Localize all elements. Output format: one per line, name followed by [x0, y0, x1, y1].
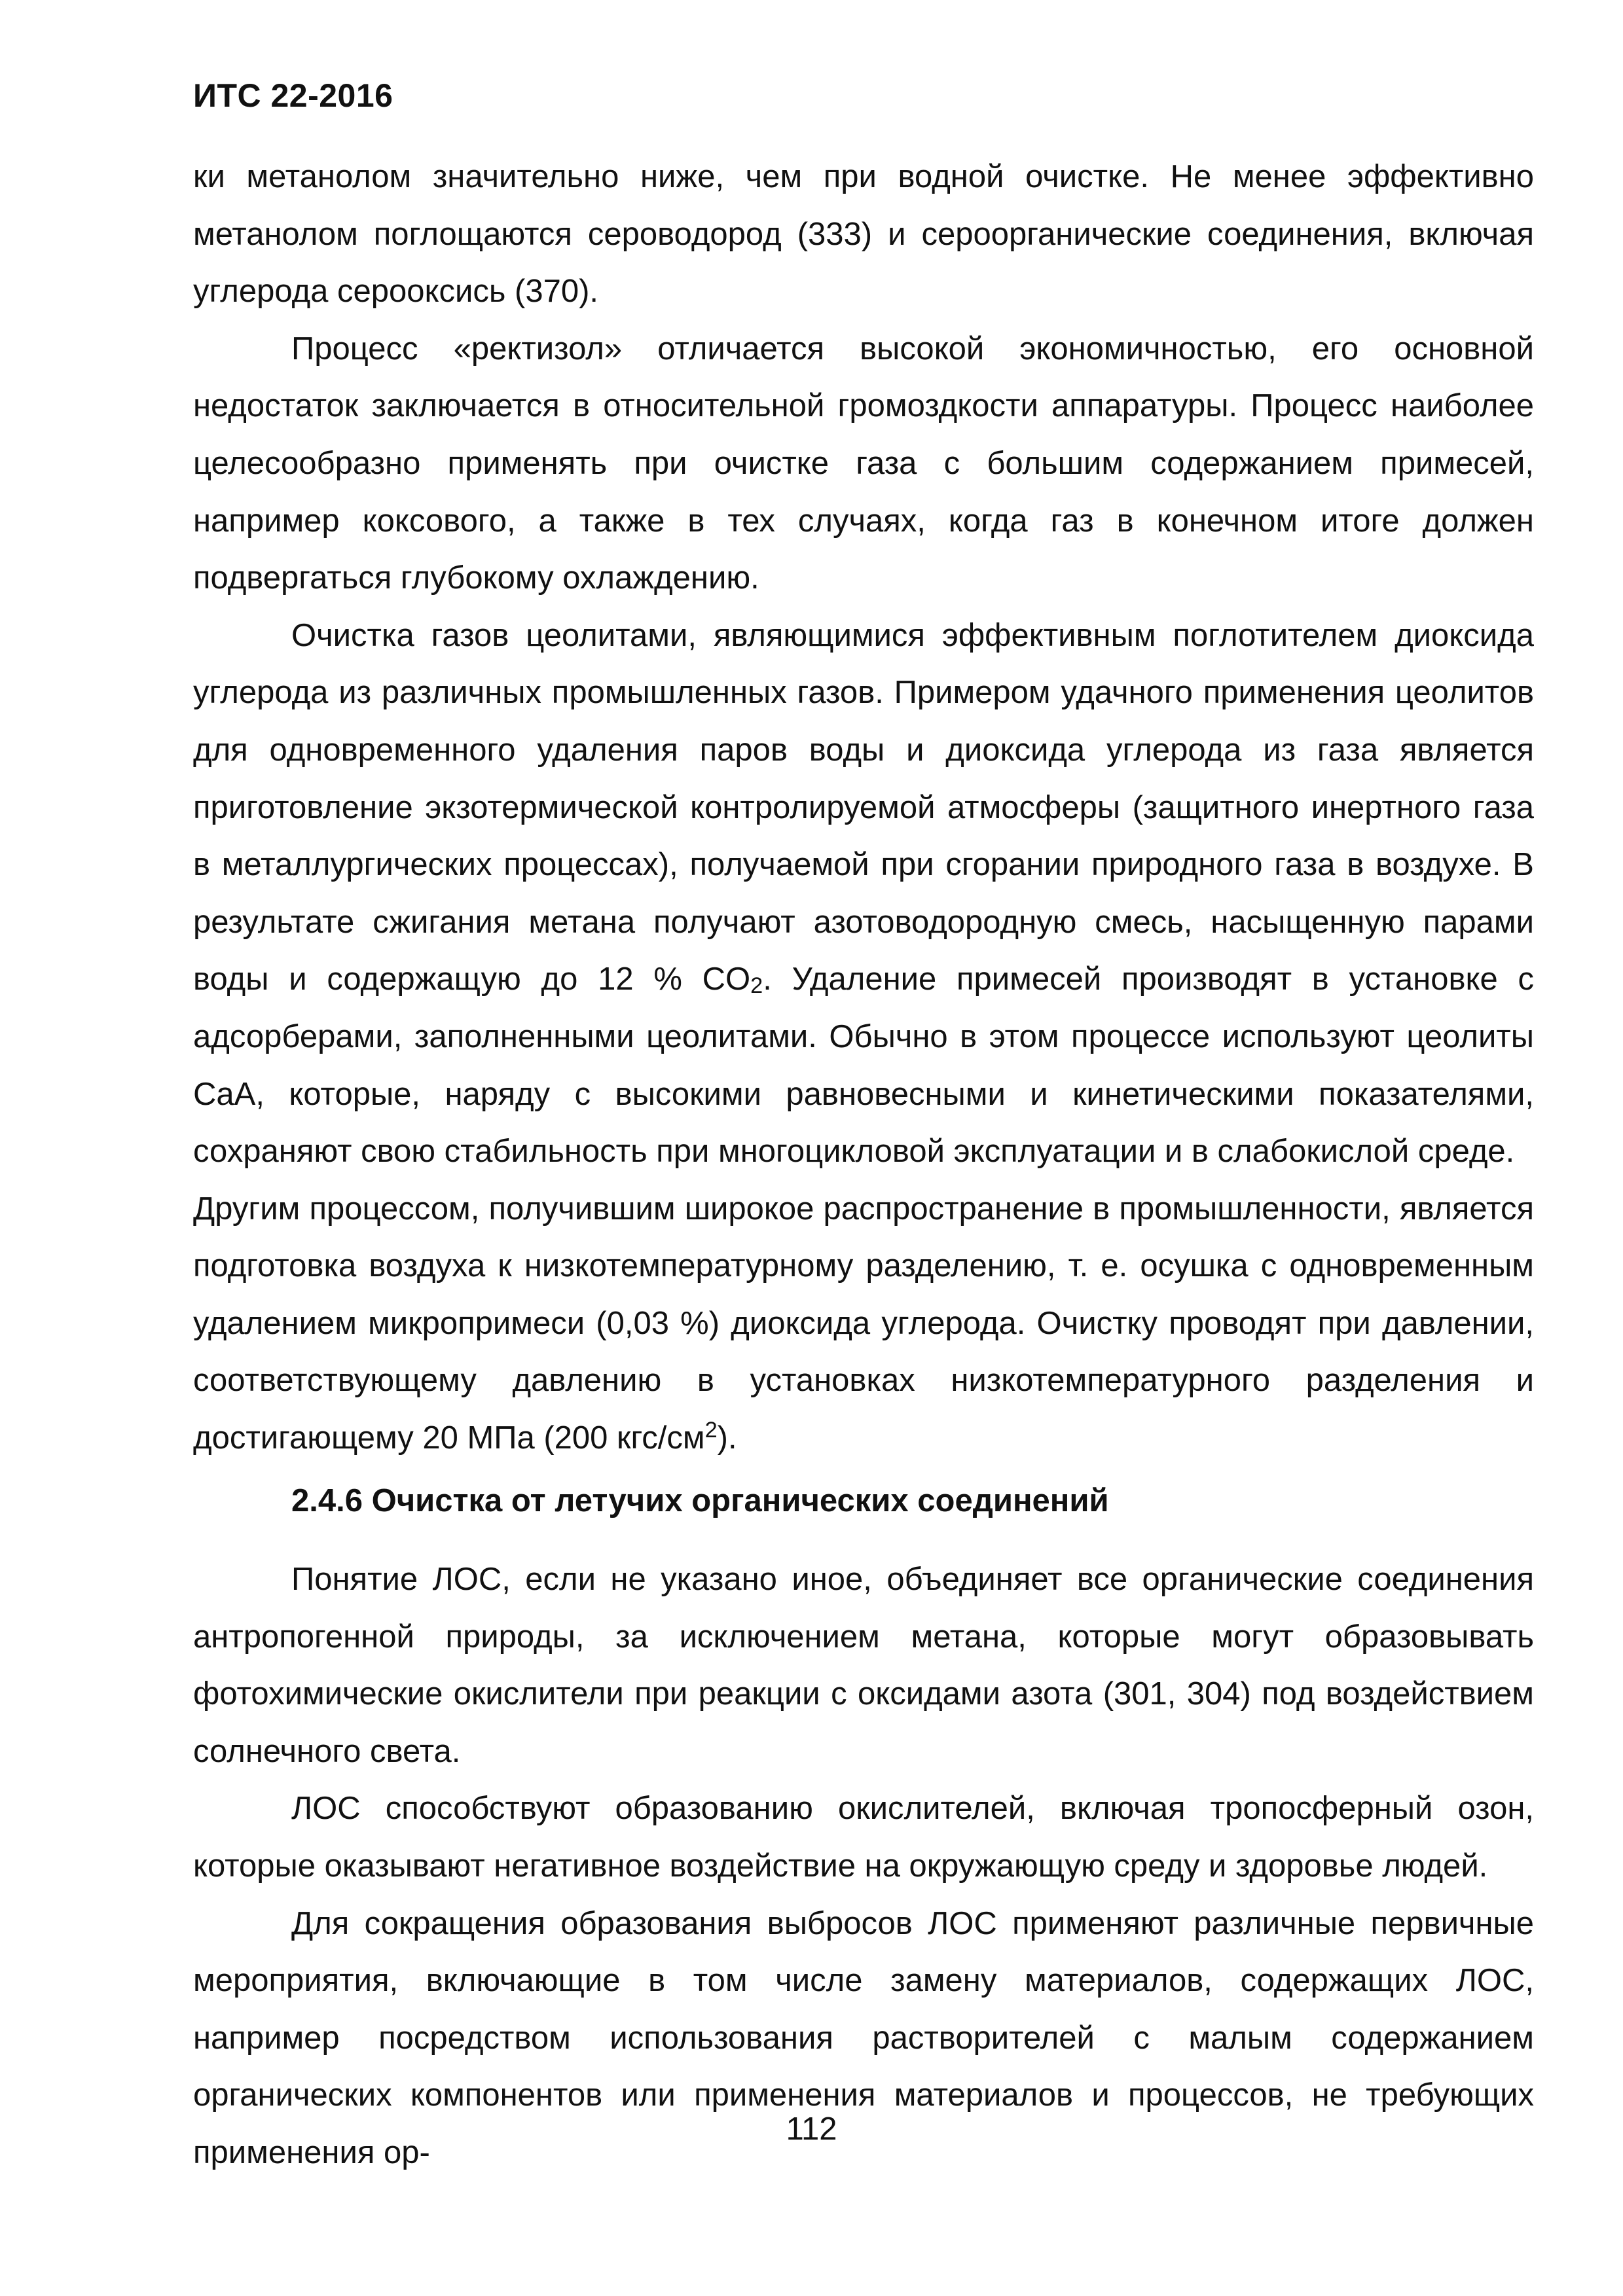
section-body-1 [193, 149, 1534, 1467]
paragraph-voc-reduction: Для сокращения образования выбросов ЛОС применяют различные первичные мероприятия, включающие в том числе замену материалов, содержащих ЛОС, например посредством использования растворителей с малым содержанием органических компонентов или применения материалов и процессов, не требующих применения ор- [193, 1905, 1534, 2170]
document-header: ИТС 22-2016 [193, 77, 393, 114]
paragraph-zeolites [193, 607, 1534, 1181]
section-body-2 [193, 1551, 1534, 2182]
paragraph-continuation: ки метанолом значительно ниже, чем при водной очистке. Не менее эффективно метанолом поглощаются сероводород (333) и сероорганические соединения, включая углерода серооксись (370). [193, 159, 1534, 310]
paragraph-rectisol: Процесс «ректизол» отличается высокой экономичностью, его основной недостаток заключается в относительной громоздкости аппаратуры. Процесс наиболее целесообразно применять при очистке газа с большим содержанием примесей, например коксового, а также в тех случаях, когда газ в конечном итоге должен подвергаться глубокому охлаждению. [193, 331, 1534, 596]
paragraph-air-text-b: ). [717, 1420, 737, 1456]
cm2-superscript: 2 [704, 1417, 718, 1443]
paragraph-voc-effects: ЛОС способствуют образованию окислителей, включая тропосферный озон, которые оказывают негативное воздействие на окружающую среду и здоровье людей. [193, 1791, 1534, 1884]
paragraph-zeolites-text-a: Очистка газов цеолитами, являющимися эффективным поглотителем диоксида углерода из различных промышленных газов. Примером удачного применения цеолитов для одновременного удаления паров воды и диоксида углерода из газа является приготовление экзотермической контролируемой атмосферы (защитного инертного газа в металлургических процессах), получаемой при сгорании природного газа в воздухе. В результате сжигания метана получают азотоводородную смесь, насыщенную парами воды и содержащую до 12 % CO [193, 617, 1534, 997]
co2-subscript: 2 [750, 973, 763, 999]
paragraph-voc-definition: Понятие ЛОС, если не указано иное, объединяет все органические соединения антропогенной природы, за исключением метана, которые могут образовывать фотохимические окислители при реакции с оксидами азота (301, 304) под воздействием солнечного света. [193, 1562, 1534, 1769]
paragraph-zeolites-text-b: . Удаление примесей производят в установке с адсорберами, заполненными цеолитами. Обычно в этом процессе используют цеолиты CaA, которые, наряду с высокими равновесными и кинетическими показателями, сохраняют свою стабильность при многоцикловой эксплуатации и в слабокислой среде. [193, 961, 1534, 1170]
section-heading: 2.4.6 Очистка от летучих органических соединений [291, 1483, 1109, 1518]
paragraph-air-preparation [193, 1181, 1534, 1467]
paragraph-air-text-a: Другим процессом, получившим широкое распространение в промышленности, является подготовка воздуха к низкотемпературному разделению, т. е. осушка с одновременным удалением микропримеси (0,03 %) диоксида углерода. Очистку проводят при давлении, соответствующему давлению в установках низкотемпературного разделения и достигающему 20 МПа (200 кгс/см [193, 1191, 1534, 1456]
page-number: 112 [786, 2111, 837, 2147]
